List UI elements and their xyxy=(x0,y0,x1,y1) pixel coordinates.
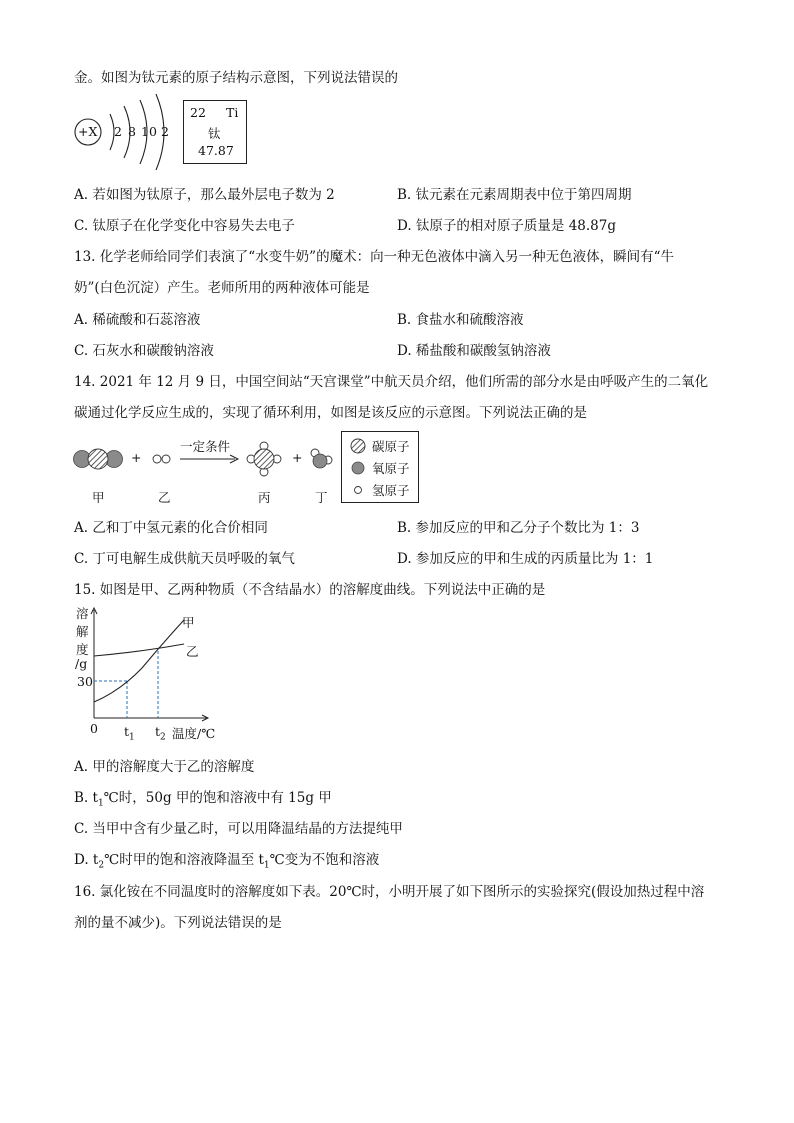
plus-sign-1: + xyxy=(131,450,142,465)
shell-4-count: 2 xyxy=(161,124,169,139)
oxygen-atom-icon xyxy=(350,460,366,476)
q15-option-d[interactable]: D. $t_2℃$时甲的饱和溶液降温至 $t_1℃$变为不饱和溶液 xyxy=(74,852,380,871)
ylabel-char-1: 溶 xyxy=(76,606,89,621)
q12-stem: 金。如图为钛元素的原子结构示意图，下列说法错误的 xyxy=(74,70,398,86)
xlabel: 温度/℃ xyxy=(172,726,216,741)
q13-option-d[interactable]: D. 稀盐酸和碳酸氢钠溶液 xyxy=(397,343,551,359)
label-bing: 丙 xyxy=(258,490,271,505)
q13-stem-line2: 奶”(白色沉淀）产生。老师所用的两种液体可能是 xyxy=(74,280,370,296)
q15-option-a[interactable]: A. 甲的溶解度大于乙的溶解度 xyxy=(74,759,255,775)
molecule-yi-h2 xyxy=(153,455,170,463)
curve-label-jia: 甲 xyxy=(182,615,195,630)
curve-yi xyxy=(94,644,184,656)
q12-option-b[interactable]: B. 钛元素在元素周期表中位于第四周期 xyxy=(397,187,632,203)
ylabel-char-2: 解 xyxy=(76,624,89,639)
atom-legend xyxy=(341,431,419,503)
molecule-jia-co2 xyxy=(74,449,123,469)
atomic-number: 22 xyxy=(190,105,206,120)
q16-stem-line2: 剂的量不减少)。下列说法错误的是 xyxy=(74,915,282,931)
shell-1-count: 2 xyxy=(114,124,122,139)
q14-stem-line1: 14. 2021 年 12 月 9 日，中国空间站“天宫课堂”中航天员介绍，他们所需的部分水是由呼吸产生的二氧化 xyxy=(74,374,709,390)
reaction-condition: 一定条件 xyxy=(180,439,231,454)
q12-option-d[interactable]: D. 钛原子的相对原子质量是 48.87g xyxy=(397,218,617,234)
q13-stem-line1: 13. 化学老师给同学们表演了“水变牛奶”的魔术：向一种无色液体中滴入另一种无色液体，瞬间有“牛 xyxy=(74,249,674,265)
legend-oxygen: 氧原子 xyxy=(350,459,410,477)
hydrogen-atom-icon xyxy=(350,482,366,498)
ylabel-char-3: 度 xyxy=(76,642,89,657)
molecule-bing-ch4 xyxy=(247,442,281,476)
q14-option-d[interactable]: D. 参加反应的甲和生成的丙质量比为 1：1 xyxy=(397,551,654,567)
legend-carbon: 碳原子 xyxy=(350,437,410,455)
tick-30: 30 xyxy=(77,674,93,689)
plus-sign-2: + xyxy=(292,450,303,465)
ylabel-char-4: /g xyxy=(75,656,88,671)
solubility-chart xyxy=(90,606,220,726)
tick-t1: $t_1$ xyxy=(124,724,135,743)
element-name: 钛 xyxy=(208,126,221,141)
q14-stem-line2: 碳通过化学反应生成的，实现了循环利用，如图是该反应的示意图。下列说法正确的是 xyxy=(74,405,587,421)
q15-option-b[interactable]: B. $t_1℃$时，50g 甲的饱和溶液中有 15g 甲 xyxy=(74,790,332,809)
q14-option-b[interactable]: B. 参加反应的甲和乙分子个数比为 1：3 xyxy=(397,520,640,536)
q12-option-a[interactable]: A. 若如图为钛原子，那么最外层电子数为 2 xyxy=(74,187,335,203)
q13-option-a[interactable]: A. 稀硫酸和石蕊溶液 xyxy=(74,312,201,328)
label-jia: 甲 xyxy=(92,490,105,505)
atomic-mass: 47.87 xyxy=(198,143,234,158)
q14-option-a[interactable]: A. 乙和丁中氢元素的化合价相同 xyxy=(74,520,268,536)
element-symbol: Ti xyxy=(226,105,239,120)
q13-option-c[interactable]: C. 石灰水和碳酸钠溶液 xyxy=(74,343,214,359)
carbon-atom-icon xyxy=(350,438,366,454)
q16-stem-line1: 16. 氯化铵在不同温度时的溶解度如下表。20℃时，小明开展了如下图所示的实验探究(假设加热过程中溶 xyxy=(74,884,705,900)
label-ding: 丁 xyxy=(315,490,328,505)
tick-origin: 0 xyxy=(90,721,98,736)
element-box xyxy=(183,100,247,164)
curve-jia xyxy=(94,620,184,702)
nucleus-label: +X xyxy=(78,124,98,139)
shell-2-count: 8 xyxy=(128,124,136,139)
q15-option-c[interactable]: C. 当甲中含有少量乙时，可以用降温结晶的方法提纯甲 xyxy=(74,821,403,837)
tick-t2: $t_2$ xyxy=(155,724,166,743)
q12-option-c[interactable]: C. 钛原子在化学变化中容易失去电子 xyxy=(74,218,295,234)
molecule-ding-h2o xyxy=(311,449,332,468)
label-yi: 乙 xyxy=(158,490,171,505)
curve-label-yi: 乙 xyxy=(186,644,199,659)
shell-3-count: 10 xyxy=(141,124,157,139)
legend-hydrogen: 氢原子 xyxy=(350,481,410,499)
q14-option-c[interactable]: C. 丁可电解生成供航天员呼吸的氧气 xyxy=(74,551,295,567)
q15-stem: 15. 如图是甲、乙两种物质（不含结晶水）的溶解度曲线。下列说法中正确的是 xyxy=(74,582,546,598)
q13-option-b[interactable]: B. 食盐水和硫酸溶液 xyxy=(397,312,524,328)
